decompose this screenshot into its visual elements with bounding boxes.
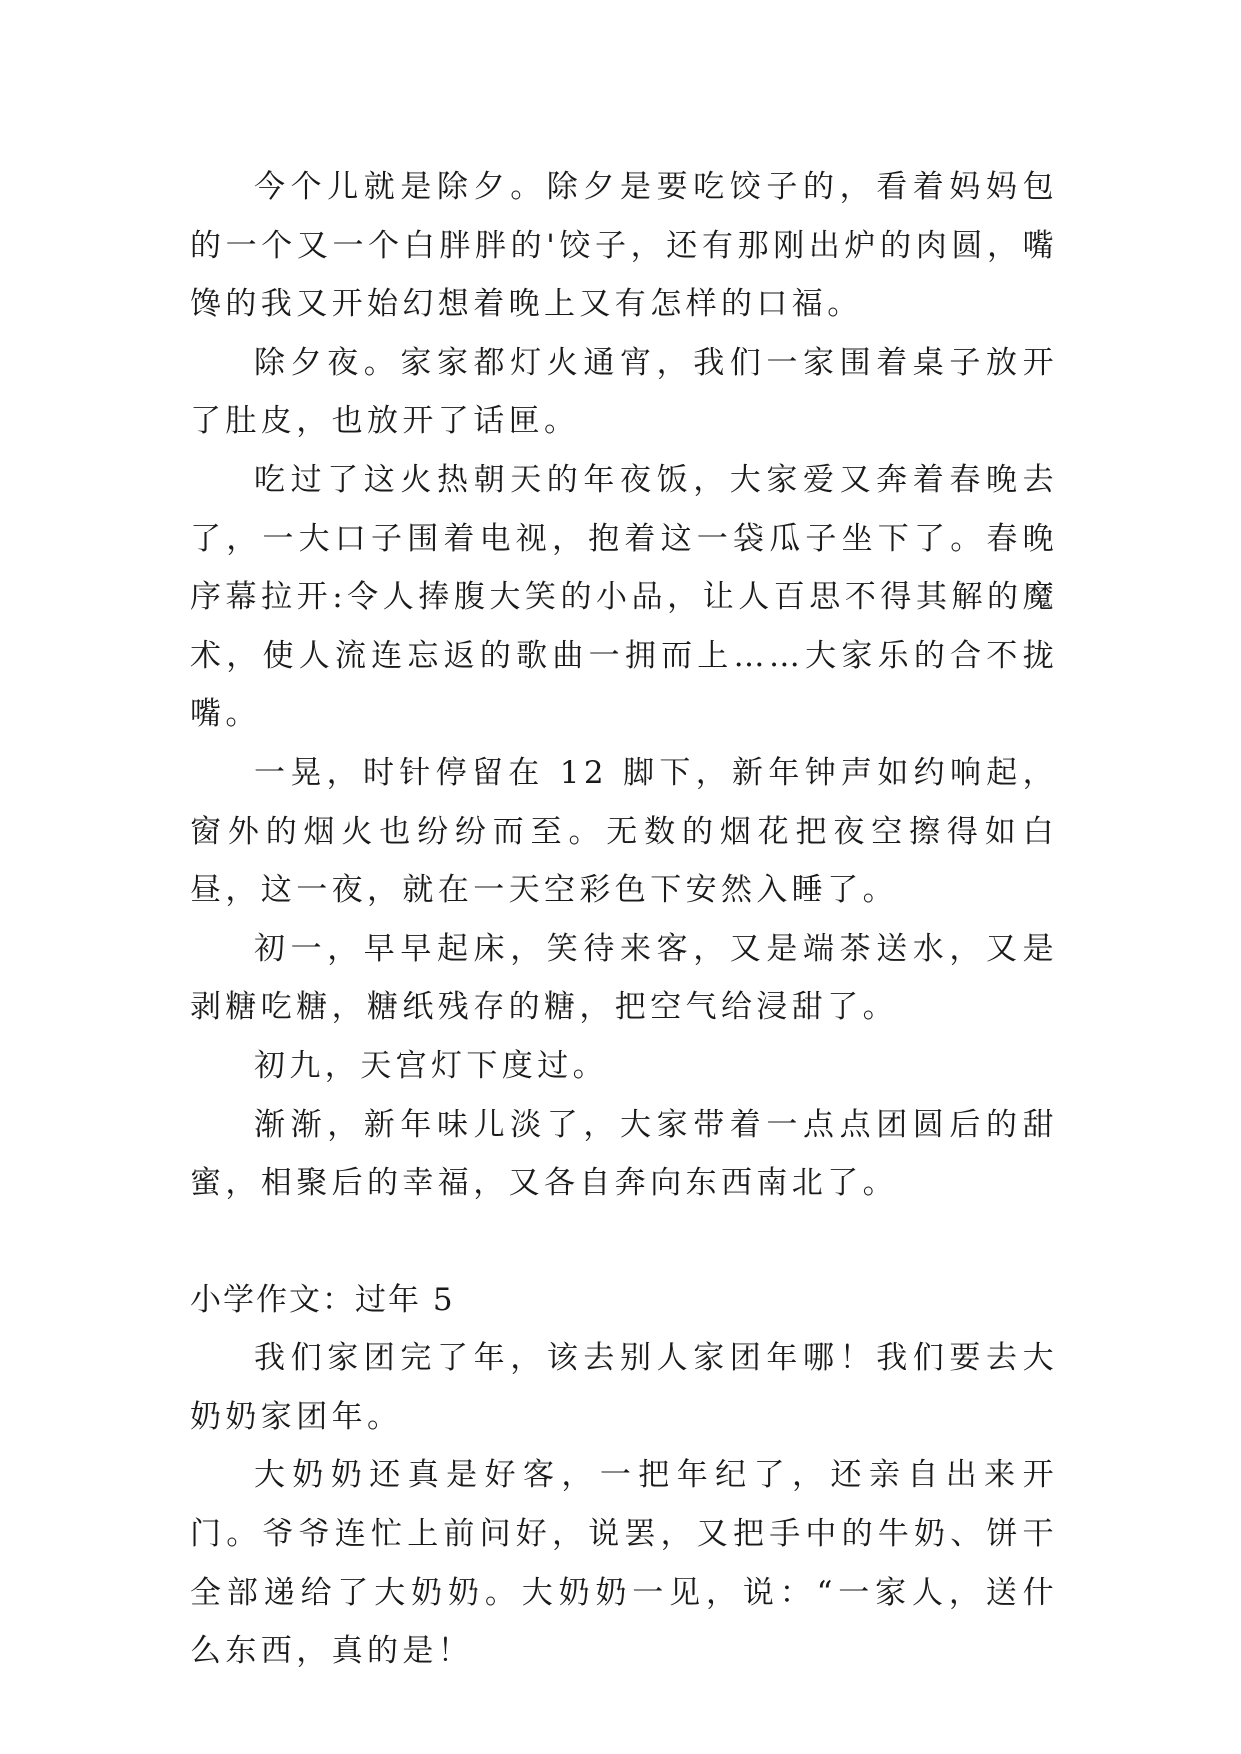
paragraph-ninth-day: 初九，天宫灯下度过。: [254, 1047, 608, 1084]
paragraph-chuxi-dumplings: 今个儿就是除夕。除夕是要吃饺子的，看着妈妈包的一个又一个白胖胖的'饺子，还有那刚出炉的肉圆，嘴馋的我又开始幻想着晚上又有怎样的口福。: [190, 169, 1058, 323]
paragraph-fading-new-year: 渐渐，新年味儿淡了，大家带着一点点团圆后的甜蜜，相聚后的幸福，又各自奔向东西南北了。: [190, 1106, 1058, 1202]
paragraph-grandma-hospitable: 大奶奶还真是好客，一把年纪了，还亲自出来开门。爷爷连忙上前问好，说罢，又把手中的牛奶、饼干全部递给了大奶奶。大奶奶一见，说：“一家人，送什么东西，真的是！: [190, 1457, 1058, 1670]
section-heading: 小学作文：过年 5: [190, 1281, 455, 1318]
document-page: [190, 158, 1058, 1681]
paragraph-visit-grandma: 我们家团完了年，该去别人家团年哪！我们要去大奶奶家团年。: [190, 1340, 1058, 1435]
paragraph-new-year-bell: 一晃，时针停留在 12 脚下，新年钟声如约响起，窗外的烟火也纷纷而至。无数的烟花把夜空擦得如白昼，这一夜，就在一天空彩色下安然入睡了。: [190, 754, 1058, 909]
paragraph-chuxi-night: 除夕夜。家家都灯火通宵，我们一家围着桌子放开了肚皮，也放开了话匣。: [190, 344, 1058, 440]
section-spacer: [190, 1213, 1058, 1271]
paragraph-spring-gala: 吃过了这火热朝天的年夜饭，大家爱又奔着春晚去了，一大口子围着电视，抱着这一袋瓜子坐下了。春晚序幕拉开:令人捧腹大笑的小品，让人百思不得其解的魔术，使人流连忘返的歌曲一拥而上……大家乐的合不拢嘴。: [190, 461, 1058, 733]
paragraph-first-day: 初一，早早起床，笑待来客，又是端茶送水，又是剥糖吃糖，糖纸残存的糖，把空气给浸甜了。: [190, 930, 1058, 1026]
